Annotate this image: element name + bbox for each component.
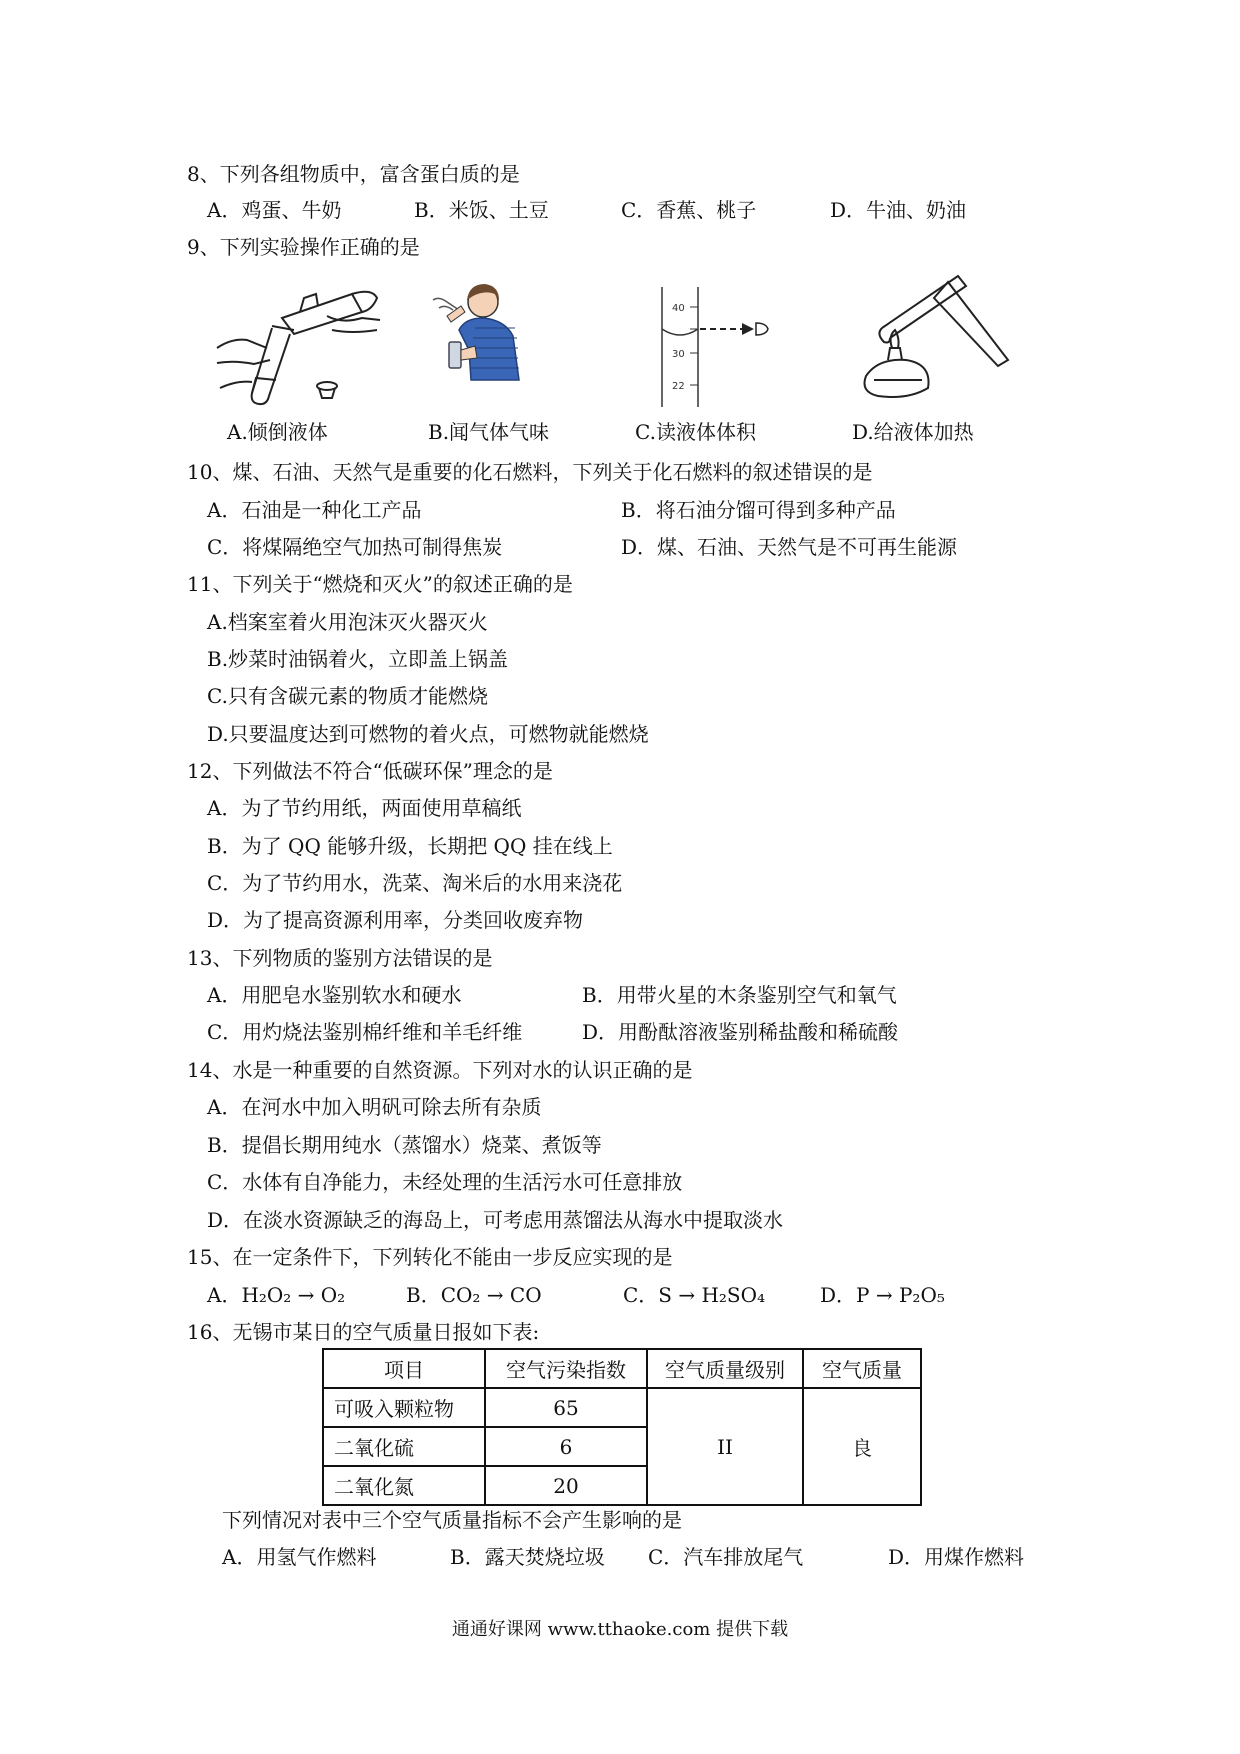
reading-volume-figure [650, 285, 780, 410]
q14-option-a: A．在河水中加入明矾可除去所有杂质 [207, 1095, 542, 1119]
table-header: 空气污染指数 [485, 1349, 647, 1388]
pouring-liquid-figure [212, 268, 387, 413]
q9-option-b: B.闻气体气味 [428, 420, 550, 444]
question-10: 10、煤、石油、天然气是重要的化石燃料，下列关于化石燃料的叙述错误的是 [187, 460, 873, 484]
question-16-prompt: 下列情况对表中三个空气质量指标不会产生影响的是 [222, 1508, 682, 1532]
q9-option-d: D.给液体加热 [852, 420, 974, 444]
q8-option-b: B．米饭、土豆 [414, 198, 549, 222]
q10-option-d: D．煤、石油、天然气是不可再生能源 [621, 535, 958, 559]
q16-option-c: C．汽车排放尾气 [648, 1545, 804, 1569]
table-header: 项目 [323, 1349, 485, 1388]
smelling-gas-figure [425, 280, 545, 400]
page-footer: 通通好课网 www.tthaoke.com 提供下载 [451, 1619, 789, 1640]
question-9: 9、下列实验操作正确的是 [187, 235, 420, 259]
q8-option-d: D．牛油、奶油 [830, 198, 967, 222]
table-header: 空气质量 [803, 1349, 921, 1388]
q12-option-a: A．为了节约用纸，两面使用草稿纸 [207, 796, 522, 820]
table-header: 空气质量级别 [647, 1349, 803, 1388]
q8-option-c: C．香蕉、桃子 [621, 198, 757, 222]
q10-option-a: A．石油是一种化工产品 [207, 498, 422, 522]
table-row [323, 1388, 921, 1427]
question-14: 14、水是一种重要的自然资源。下列对水的认识正确的是 [187, 1058, 693, 1082]
q10-option-c: C．将煤隔绝空气加热可制得焦炭 [207, 535, 503, 559]
q15-option-d: D．P → P₂O₅ [820, 1283, 945, 1307]
q14-option-b: B．提倡长期用纯水（蒸馏水）烧菜、煮饭等 [207, 1133, 602, 1157]
q9-option-c: C.读液体体积 [635, 420, 756, 444]
table-cell-index: 65 [485, 1388, 647, 1427]
table-cell-index: 20 [485, 1466, 647, 1505]
q15-option-c: C．S → H₂SO₄ [623, 1283, 766, 1307]
table-cell-item: 二氧化氮 [323, 1466, 485, 1505]
question-12: 12、下列做法不符合“低碳环保”理念的是 [187, 759, 553, 783]
q11-option-b: B.炒菜时油锅着火，立即盖上锅盖 [207, 647, 509, 671]
q16-option-b: B．露天焚烧垃圾 [450, 1545, 605, 1569]
table-cell-quality: 良 [803, 1388, 921, 1505]
q11-option-c: C.只有含碳元素的物质才能燃烧 [207, 684, 488, 708]
q15-option-b: B．CO₂ → CO [406, 1283, 542, 1307]
question-15: 15、在一定条件下，下列转化不能由一步反应实现的是 [187, 1245, 673, 1269]
heating-liquid-figure [848, 268, 1023, 413]
q16-option-d: D．用煤作燃料 [888, 1545, 1025, 1569]
q10-option-b: B．将石油分馏可得到多种产品 [621, 498, 896, 522]
table-cell-level: II [647, 1388, 803, 1505]
air-quality-table [322, 1348, 922, 1506]
table-header-row [323, 1349, 921, 1388]
cylinder-tick-40: 40 [672, 303, 685, 314]
table-cell-item: 二氧化硫 [323, 1427, 485, 1466]
q16-option-a: A．用氢气作燃料 [222, 1545, 377, 1569]
q8-option-a: A．鸡蛋、牛奶 [207, 198, 342, 222]
q14-option-c: C．水体有自净能力，未经处理的生活污水可任意排放 [207, 1170, 683, 1194]
q11-option-d: D.只要温度达到可燃物的着火点，可燃物就能燃烧 [207, 722, 649, 746]
cylinder-tick-22: 22 [672, 381, 685, 392]
q11-option-a: A.档案室着火用泡沫灭火器灭火 [207, 610, 488, 634]
question-11: 11、下列关于“燃烧和灭火”的叙述正确的是 [187, 572, 573, 596]
q13-option-c: C．用灼烧法鉴别棉纤维和羊毛纤维 [207, 1020, 523, 1044]
q12-option-c: C．为了节约用水，洗菜、淘米后的水用来浇花 [207, 871, 623, 895]
q12-option-d: D．为了提高资源利用率，分类回收废弃物 [207, 908, 584, 932]
q15-option-a: A．H₂O₂ → O₂ [207, 1283, 346, 1307]
question-8: 8、下列各组物质中，富含蛋白质的是 [187, 162, 520, 186]
question-13: 13、下列物质的鉴别方法错误的是 [187, 946, 493, 970]
question-16: 16、无锡市某日的空气质量日报如下表: [187, 1320, 540, 1344]
cylinder-tick-30: 30 [672, 349, 685, 360]
q13-option-d: D．用酚酞溶液鉴别稀盐酸和稀硫酸 [582, 1020, 899, 1044]
table-cell-item: 可吸入颗粒物 [323, 1388, 485, 1427]
q14-option-d: D．在淡水资源缺乏的海岛上，可考虑用蒸馏法从海水中提取淡水 [207, 1208, 784, 1232]
q13-option-a: A．用肥皂水鉴别软水和硬水 [207, 983, 462, 1007]
q9-option-a: A.倾倒液体 [227, 420, 328, 444]
q13-option-b: B．用带火星的木条鉴别空气和氧气 [582, 983, 897, 1007]
q12-option-b: B．为了 QQ 能够升级，长期把 QQ 挂在线上 [207, 834, 613, 858]
table-cell-index: 6 [485, 1427, 647, 1466]
